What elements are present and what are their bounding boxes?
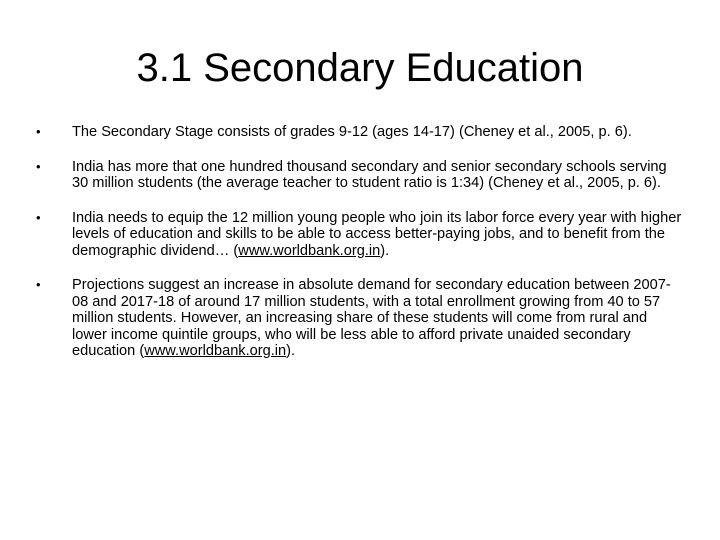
bullet-dot: • xyxy=(36,209,41,225)
bullet-item xyxy=(36,277,686,360)
bullet-dot: • xyxy=(36,124,41,139)
slide-title: 3.1 Secondary Education xyxy=(136,46,584,90)
bullet-item xyxy=(36,124,686,141)
bullet-text: The Secondary Stage consists of grades 9-12 (ages 14-17) (Cheney et al., 2005, p. 6). xyxy=(72,124,632,140)
worldbank-link[interactable]: www.worldbank.org.in xyxy=(238,242,381,259)
bullet-text: India has more that one hundred thousand secondary and senior secondary schools serving 30 million students (the average teacher to student ratio is 1:34) (Cheney et al., 2005, p. 6). xyxy=(72,158,667,191)
bullet-text: Projections suggest an increase in absolute demand for secondary education between 2007-08 and 2017-18 of around 17 million students, with a total enrollment growing from 40 to 57 million students. However, an increasing share of these students will come from rural and lower income quintile groups, who will be less able to afford private unaided secondary education ( xyxy=(72,277,671,359)
bullet-item xyxy=(36,159,686,192)
worldbank-link[interactable]: www.worldbank.org.in xyxy=(144,343,287,359)
bullet-dot: • xyxy=(36,277,41,292)
bullet-list xyxy=(36,124,686,378)
bullet-text-end: ). xyxy=(380,242,390,259)
bullet-dot: • xyxy=(36,158,41,174)
bullet-text: India needs to equip the 12 million young people who join its labor force every year with higher levels of education and skills to be able to access better-paying jobs, and to benefit from the demographic dividend… ( xyxy=(72,209,682,259)
bullet-item xyxy=(36,210,686,260)
bullet-text-end: ). xyxy=(286,343,296,359)
